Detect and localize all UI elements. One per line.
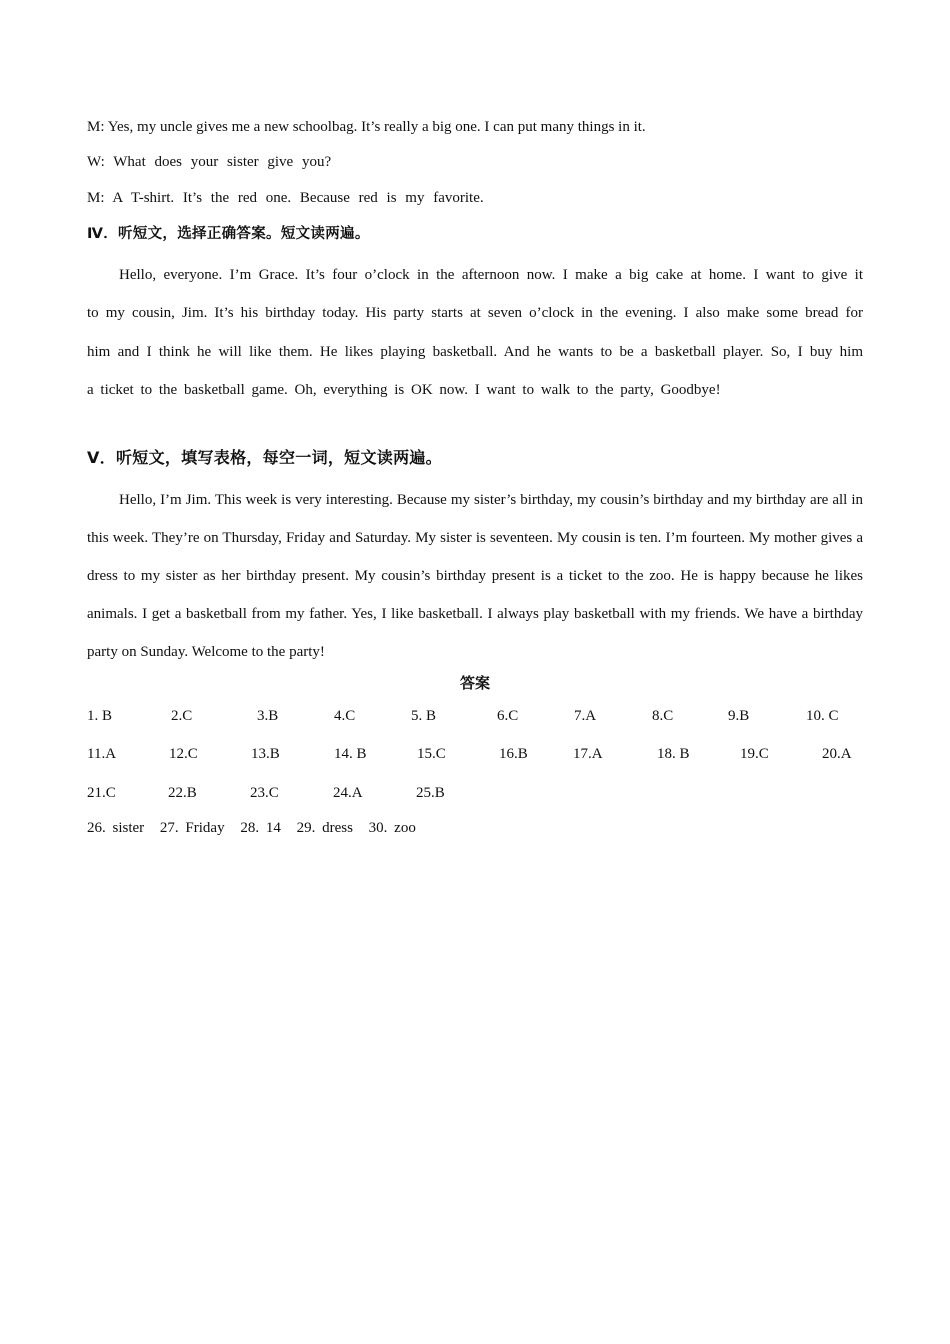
answer-item: 8.C bbox=[652, 708, 674, 724]
answer-item: 20.A bbox=[822, 746, 852, 762]
answer-item: 21.C bbox=[87, 785, 116, 801]
section-5-heading: Ⅴ．听短文，填写表格，每空一词，短文读两遍。 bbox=[87, 448, 442, 467]
answer-item: 25.B bbox=[416, 785, 445, 801]
answer-item: 16.B bbox=[499, 746, 528, 762]
fill-answer-item: 29. dress bbox=[296, 820, 353, 836]
answers-row-2 bbox=[87, 744, 867, 764]
fill-answer-item: 28. 14 bbox=[240, 820, 281, 836]
answer-item: 13.B bbox=[251, 746, 280, 762]
answer-item: 11.A bbox=[87, 746, 117, 762]
fill-answer-item: 27. Friday bbox=[159, 820, 225, 836]
answer-item: 23.C bbox=[250, 785, 279, 801]
answer-item: 3.B bbox=[257, 708, 279, 724]
answers-row-1 bbox=[87, 706, 867, 726]
answer-item: 7.A bbox=[574, 708, 597, 724]
answers-title: 答案 bbox=[459, 674, 490, 692]
answers-row-3 bbox=[87, 783, 867, 803]
answer-item: 5. B bbox=[411, 708, 437, 724]
section-4-heading: Ⅳ．听短文，选择正确答案。短文读两遍。 bbox=[87, 226, 370, 242]
answer-item: 6.C bbox=[497, 708, 519, 724]
answer-item: 9.B bbox=[728, 708, 750, 724]
answer-item: 4.C bbox=[334, 708, 356, 724]
answer-item: 17.A bbox=[573, 746, 603, 762]
answer-item: 24.A bbox=[333, 785, 363, 801]
dialogue-line-3: M: A T-shirt. It’s the red one. Because red is my favorite. bbox=[87, 190, 484, 206]
fill-answer-item: 26. sister bbox=[87, 820, 145, 836]
section-5-passage: Hello, I’m Jim. This week is very interesting. Because my sister’s birthday, my cousin’s birthday and my birthday are all in this week. They’re on Thursday, Friday and Saturday. My sister is seventeen. My cousin is ten. I’m fourteen. My mother gives a dress to my sister as her birthday present. My cousin’s birthday present is a ticket to the zoo. He is happy because he likes animals. I get a basketball from my father. Yes, I like basketball. I always play basketball with my friends. We have a birthday party on Sunday. Welcome to the party! bbox=[87, 492, 863, 660]
answer-item: 15.C bbox=[417, 746, 446, 762]
answer-item: 10. C bbox=[806, 708, 839, 724]
section-4-passage: Hello, everyone. I’m Grace. It’s four o’clock in the afternoon now. I make a big cake at home. I want to give it to my cousin, Jim. It’s his birthday today. His party starts at seven o’clock in the evening. I also make some bread for him and I think he will like them. He likes playing basketball. And he wants to be a basketball player. So, I buy him a ticket to the basketball game. Oh, everything is OK now. I want to walk to the party, Goodbye! bbox=[87, 267, 863, 399]
dialogue-line-1: M: Yes, my uncle gives me a new schoolbag. It’s really a big one. I can put many things in it. bbox=[87, 119, 646, 135]
fill-answer-item: 30. zoo bbox=[368, 820, 416, 836]
answer-item: 14. B bbox=[334, 746, 367, 762]
answer-item: 2.C bbox=[171, 708, 193, 724]
answer-item: 22.B bbox=[168, 785, 197, 801]
answer-item: 1. B bbox=[87, 708, 113, 724]
answer-item: 19.C bbox=[740, 746, 769, 762]
answer-item: 12.C bbox=[169, 746, 198, 762]
fill-in-answers bbox=[87, 818, 425, 838]
answer-item: 18. B bbox=[657, 746, 690, 762]
dialogue-line-2: W: What does your sister give you? bbox=[87, 154, 332, 170]
